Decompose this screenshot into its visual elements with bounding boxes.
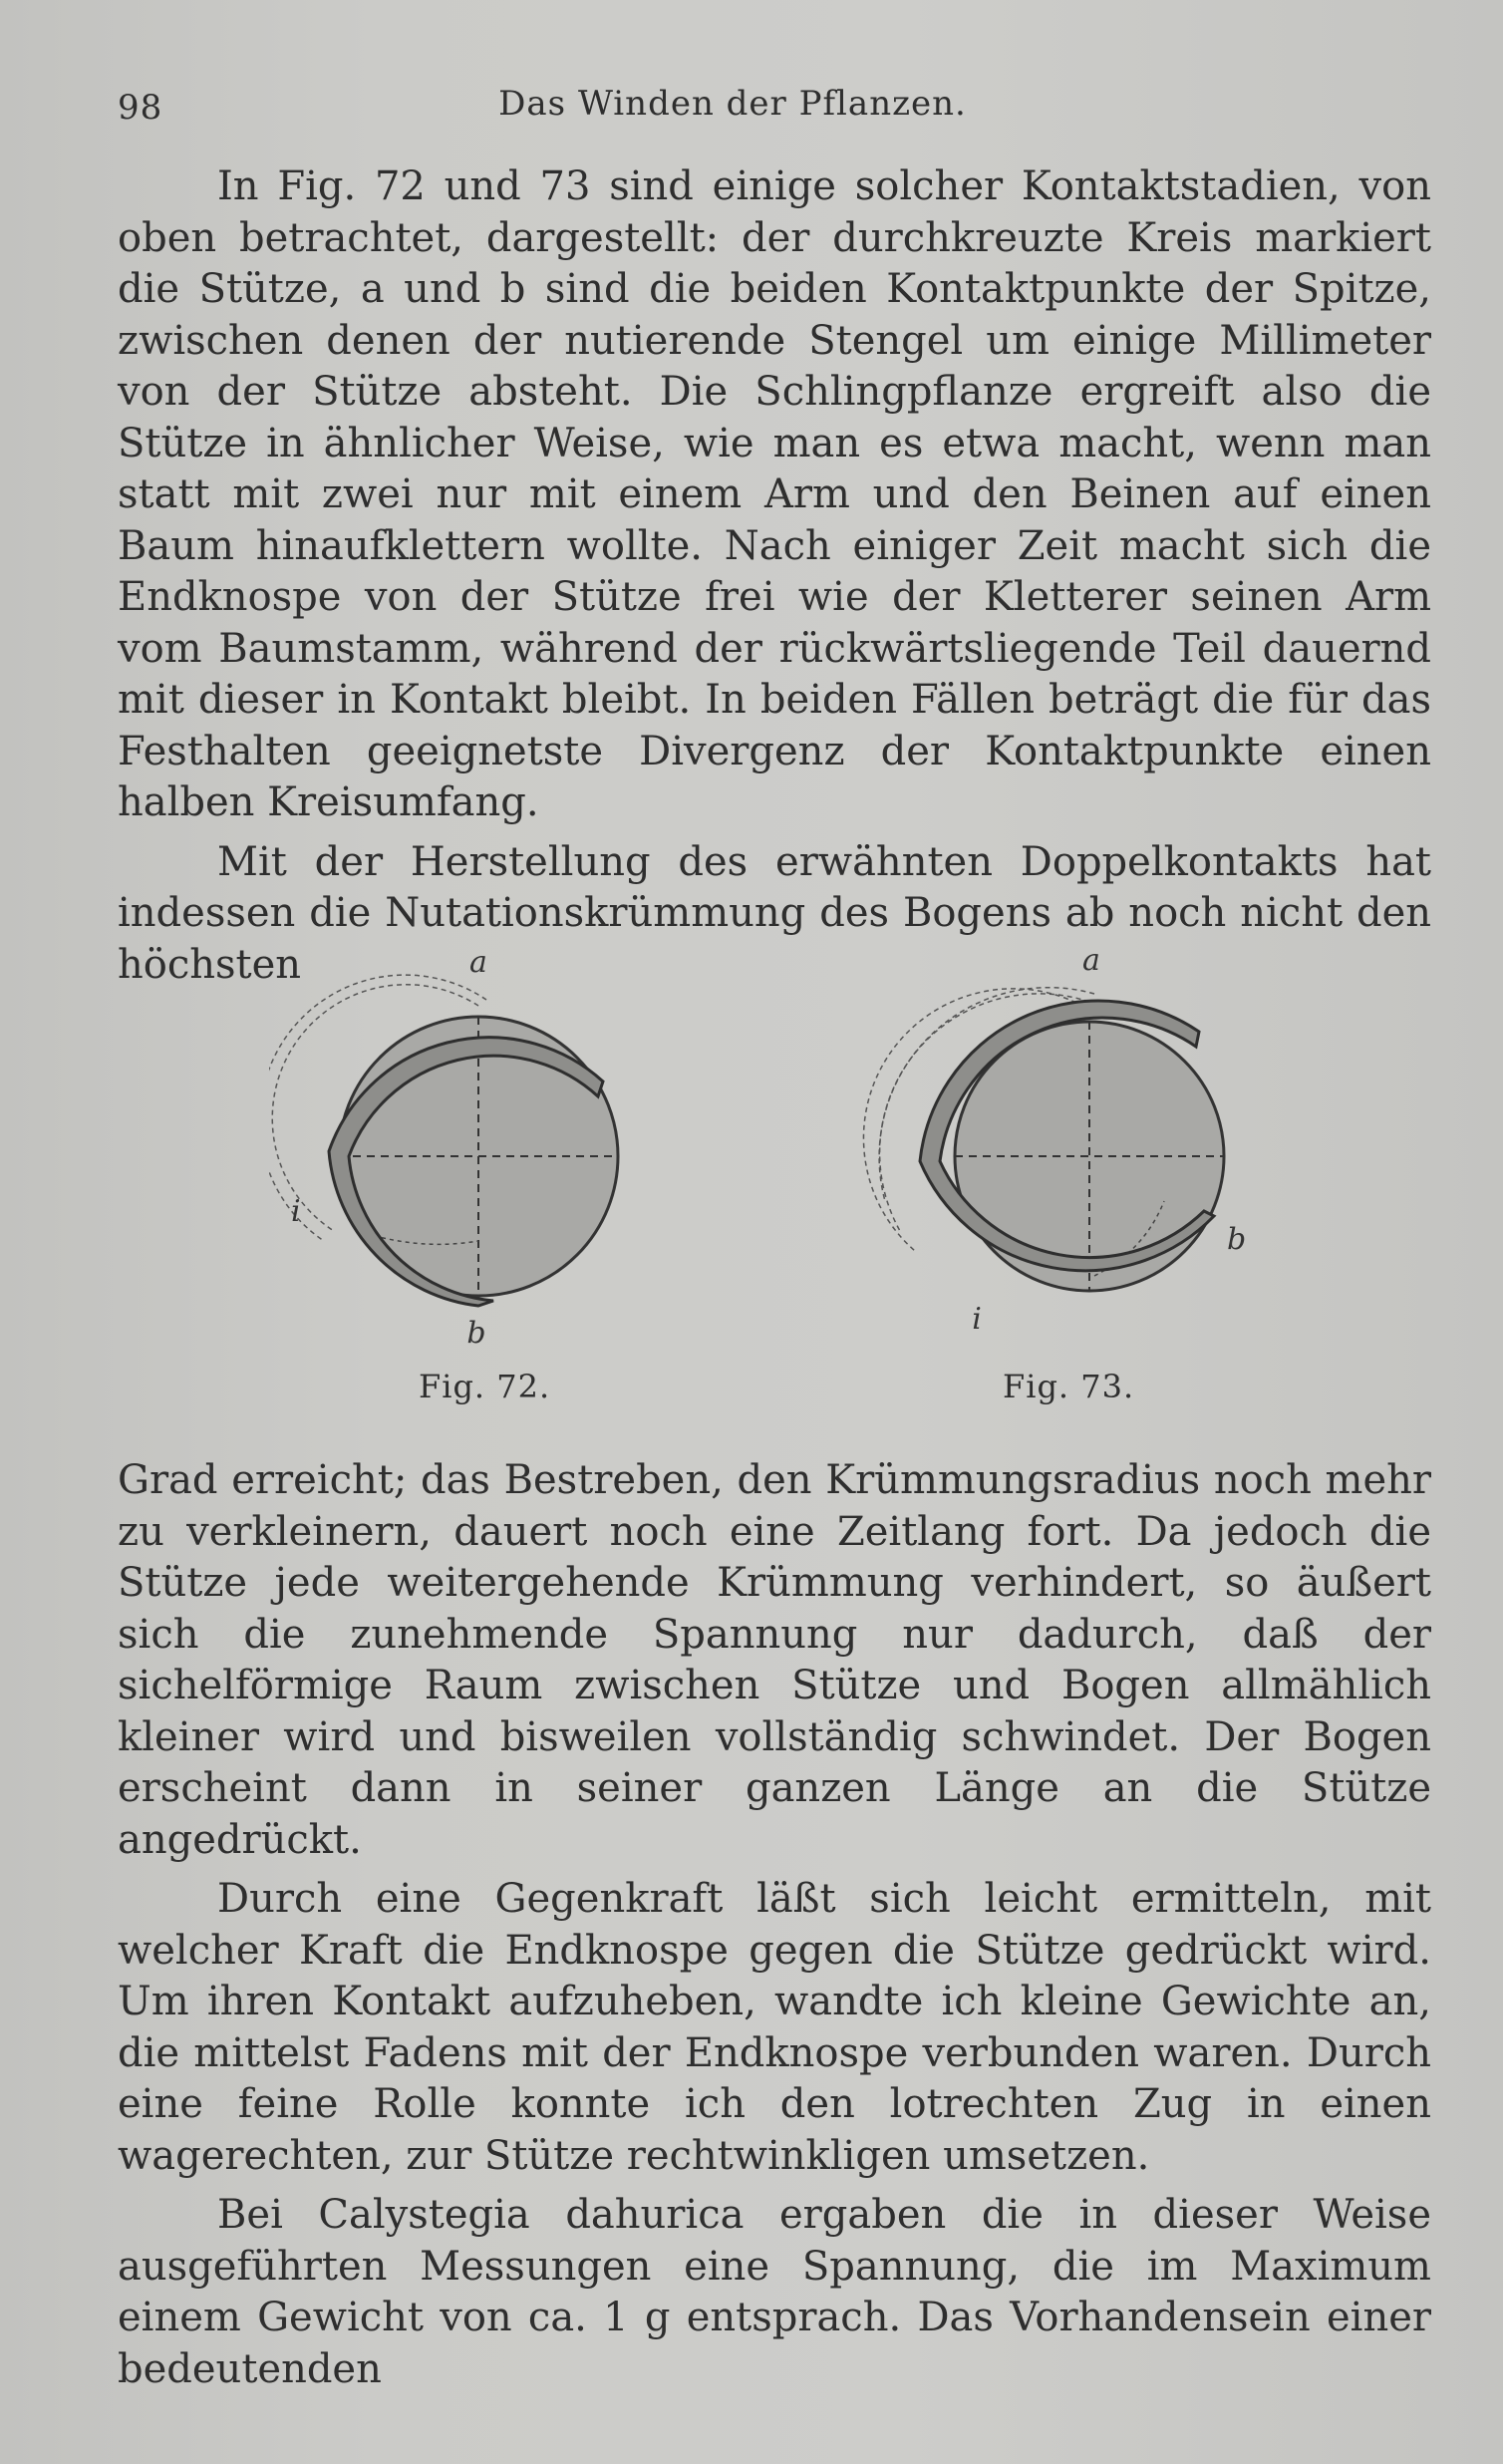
figure-72-label-b: b (466, 1316, 486, 1351)
figure-73 (845, 932, 1264, 1351)
figure-73-label-i: i (972, 1302, 982, 1337)
figure-72 (269, 932, 648, 1351)
text-block-top (118, 161, 1431, 991)
figure-73-label-b: b (1227, 1222, 1247, 1257)
paragraph: Grad erreicht; das Bestreben, den Krümmungsradius noch mehr zu verkleinern, dauert noch eine Zeitlang fort. Da jedoch die Stütze jede weitergehende Krümmung verhindert, so äußert sich die zunehmende Spannung nur dadurch, daß der sichelförmige Raum zwischen Stütze und Bogen allmählich kleiner wird und bisweilen vollständig schwindet. Der Bogen erscheint dann in seiner ganzen Länge an die Stütze angedrückt. (118, 1457, 1431, 1863)
figure-72-label-a: a (469, 945, 487, 980)
figure-72-caption: Fig. 72. (419, 1368, 551, 1405)
paragraph: Durch eine Gegenkraft läßt sich leicht ermitteln, mit welcher Kraft die Endknospe gegen die Stütze gedrückt wird. Um ihren Kontakt aufzuheben, wandte ich kleine Gewichte an, die mittelst Fadens mit der Endknospe verbunden waren. Durch eine feine Rolle konnte ich den lotrechten Zug in einen wagerechten, zur Stütze rechtwinkligen umsetzen. (118, 1876, 1431, 2179)
paragraph: Bei Calystegia dahurica ergaben die in dieser Weise ausgeführten Messungen eine Spannung, die im Maximum einem Gewicht von ca. 1 g entsprach. Das Vorhandensein einer bedeutenden (118, 2192, 1431, 2392)
figure-72-label-i: i (291, 1194, 301, 1229)
text-block-bottom (118, 1455, 1431, 2395)
page-header (112, 84, 1353, 134)
figure-73-label-a: a (1082, 943, 1100, 978)
figure-73-caption: Fig. 73. (1003, 1368, 1135, 1405)
page-number: 98 (118, 88, 163, 128)
figure-73-drawing (845, 932, 1264, 1351)
paragraph: In Fig. 72 und 73 sind einige solcher Kontaktstadien, von oben betrachtet, dargestellt: der durchkreuzte Kreis markiert die Stütze, a und b sind die beiden Kontaktpunkte der Spitze, zwischen denen der nutierende Stengel um einige Millimeter von der Stütze absteht. Die Schlingpflanze ergreift also die Stütze in ähnlicher Weise, wie man es etwa macht, wenn man statt mit zwei nur mit einem Arm und den Beinen auf einen Baum hinaufklettern wollte. Nach einiger Zeit macht sich die Endknospe von der Stütze frei wie der Kletterer seinen Arm vom Baumstamm, während der rückwärtsliegende Teil dauernd mit dieser in Kontakt bleibt. In beiden Fällen beträgt die für das Festhalten geeignetste Divergenz der Kontaktpunkte einen halben Kreisumfang. (118, 163, 1431, 825)
figure-72-drawing (269, 932, 648, 1351)
paragraph: Mit der Herstellung des erwähnten Doppelkontakts hat indessen die Nutationskrümmung des Bogens ab noch nicht den höchsten (118, 838, 1431, 988)
running-title: Das Winden der Pflanzen. (498, 84, 967, 124)
